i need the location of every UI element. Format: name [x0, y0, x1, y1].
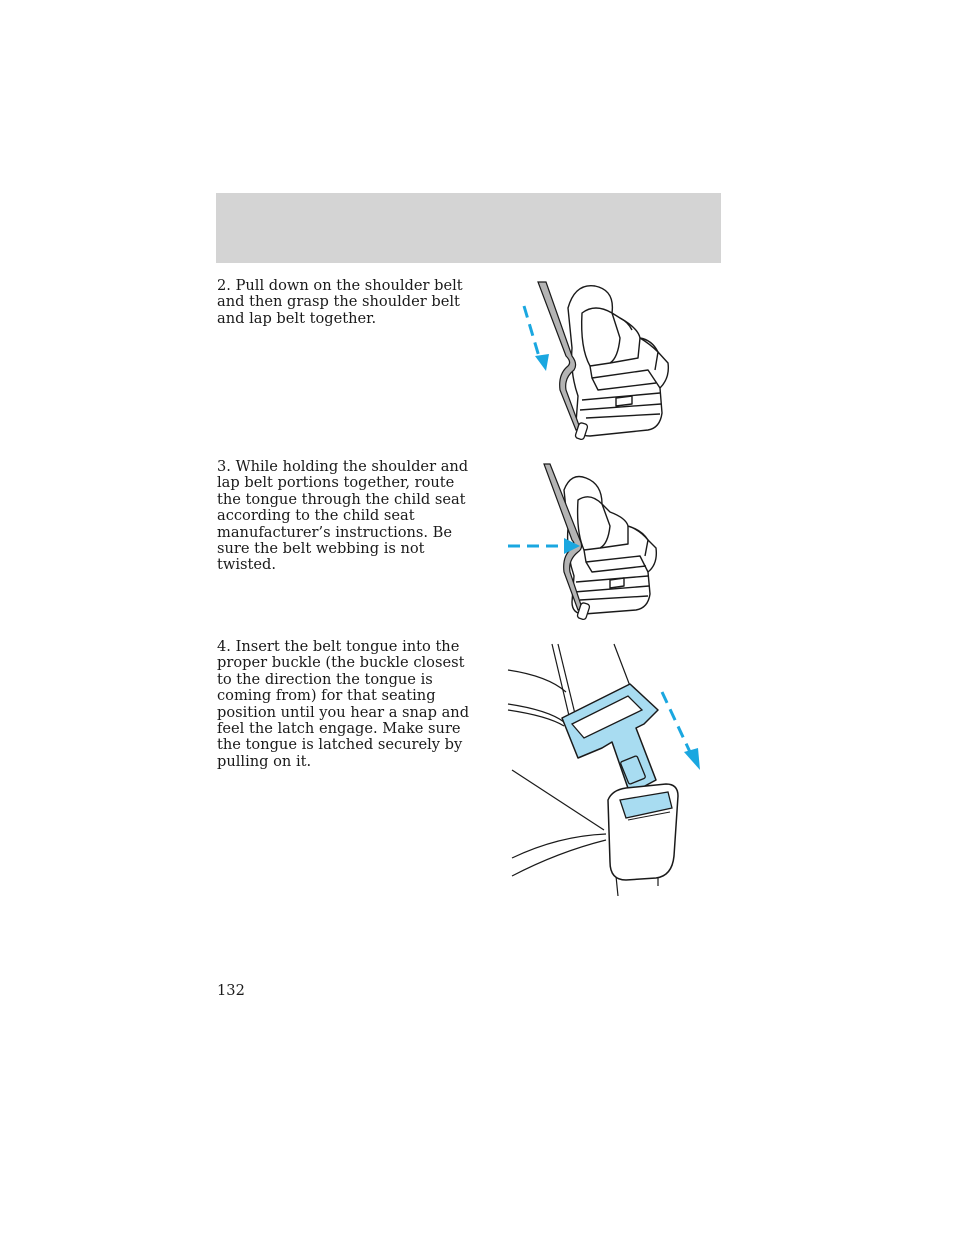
buckle-insert-illustration: [508, 640, 708, 900]
child-seat-route-tongue-illustration: [506, 460, 671, 625]
section-header-band: [216, 193, 721, 263]
down-arrow-icon: [535, 354, 549, 371]
step-3-text: 3. While holding the shoulder and lap belt portions together, route the tongue through the child seat according to the child seat manufacturer’s instructions. Be sure the belt webbing is not twisted.: [217, 458, 469, 574]
page-number: 132: [217, 982, 245, 999]
child-seat-pull-down-illustration: [520, 278, 680, 443]
down-arrow-icon: [684, 748, 700, 770]
step-4-text: 4. Insert the belt tongue into the proper buckle (the buckle closest to the direction the tongue is coming from) for that seating position until you hear a snap and feel the latch engage. Make sure the tongue is latched securely by pulling on it.: [217, 638, 470, 770]
step-2-text: 2. Pull down on the shoulder belt and then grasp the shoulder belt and lap belt together.: [217, 277, 463, 327]
